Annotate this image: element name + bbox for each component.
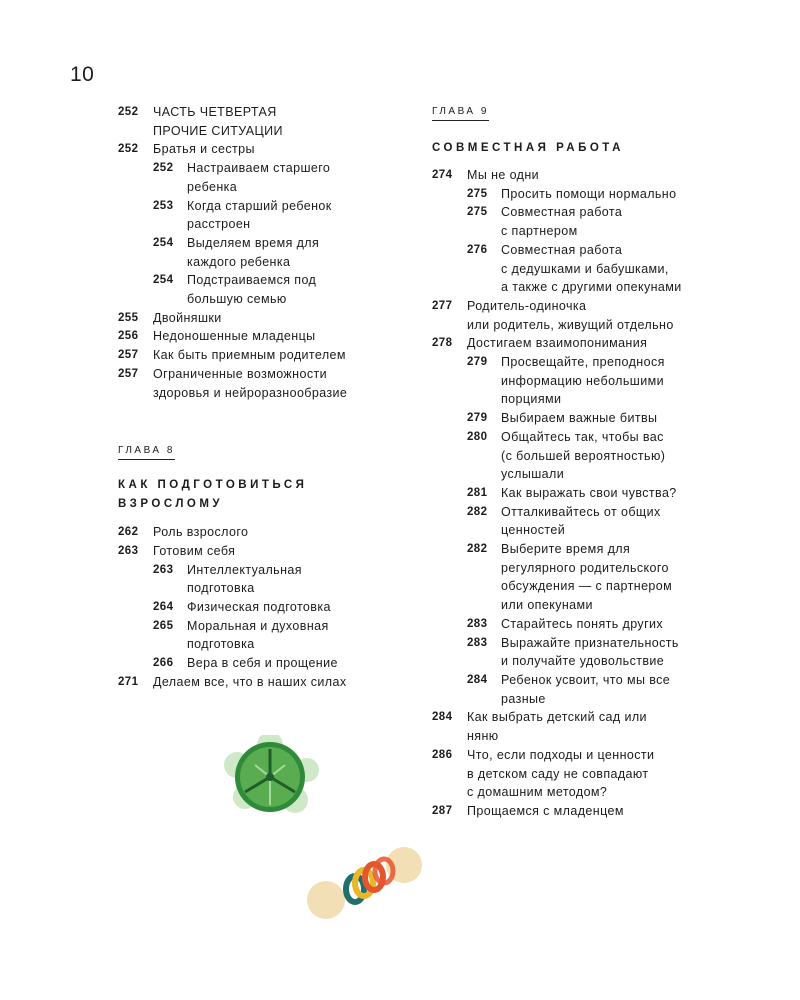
page-ref: 271 [118,675,139,688]
toc-entry [432,802,732,821]
toc-entry [118,542,408,561]
entry-title-line: расстроен [187,217,251,232]
chapter-8-label: ГЛАВА 8 [118,445,175,460]
toc-entry [118,365,408,402]
entry-title-line: Отталкивайтесь от общих [501,504,661,519]
entry-title-line: Старайтесь понять других [501,616,664,631]
page-ref: 252 [118,143,139,156]
page-ref: 278 [432,337,453,350]
entry-title-line: Просвещайте, преподнося [501,355,665,370]
entry-title-line: подготовка [187,581,255,596]
toc-entry [118,327,408,346]
part-entry-list [118,103,408,140]
page-ref: 275 [467,187,488,200]
page-ref: 284 [432,711,453,724]
entry-title-line: Выражайте признательность [501,635,679,650]
toc-entry [432,297,732,334]
entry-title-line: Совместная работа [501,205,623,220]
entry-title-line: Выбираем важные битвы [501,411,658,426]
entry-title-line: няню [467,729,499,744]
page-ref: 287 [432,804,453,817]
entry-title-line: с партнером [501,224,578,239]
entry-title-line: здоровья и нейроразнообразие [153,385,348,400]
toc-entry [432,166,732,185]
page-ref: 282 [467,543,488,556]
toc-entry [432,409,732,428]
page-ref: 254 [153,236,174,249]
entry-title-line: в детском саду не совпадают [467,766,649,781]
entry-title-line: Совместная работа [501,242,623,257]
entry-title-line: Достигаем взаимопонимания [467,336,648,351]
page-ref: 263 [118,544,139,557]
entry-title-line: большую семью [187,292,287,307]
entry-title-line: регулярного родительского [501,560,669,575]
entry-title-line: Ребенок усвоит, что мы все [501,672,671,687]
entry-title-line: разные [501,691,546,706]
entry-title-line: Моральная и духовная [187,618,329,633]
toc-entry [118,140,408,159]
entry-title-line: или родитель, живущий отдельно [467,317,674,332]
entry-title-line: Просить помощи нормально [501,186,677,201]
entry-title-line: Как выражать свои чувства? [501,485,677,500]
toc-entry [432,484,732,503]
entry-title-line: услышали [501,467,565,482]
toc-entry [432,671,732,708]
page-ref: 265 [153,619,174,632]
entry-title-line: Интеллектуальная [187,562,302,577]
leaf-illustration [215,735,325,820]
entry-title-line: Выделяем время для [187,235,320,250]
page-ref: 266 [153,657,174,670]
page-ref: 284 [467,673,488,686]
toc-right-column [432,103,732,821]
page-ref: 279 [467,412,488,425]
page-ref: 283 [467,617,488,630]
page-ref: 282 [467,505,488,518]
entry-title-line: а также с другими опекунами [501,280,682,295]
entry-title-line: Выберите время для [501,542,631,557]
entry-title-line: Подстраиваемся под [187,273,317,288]
entry-title-line: ПРОЧИЕ СИТУАЦИИ [153,123,283,138]
chapter-8-title [118,476,408,514]
toc-entry-list [118,140,408,402]
toc-entry [118,561,408,598]
entry-title-line: Когда старший ребенок [187,198,332,213]
entry-title-line: Роль взрослого [153,525,249,540]
entry-title-line: информацию небольшими [501,373,664,388]
entry-title-line: Готовим себя [153,543,236,558]
page-ref: 257 [118,367,139,380]
page-ref: 283 [467,636,488,649]
page-ref: 275 [467,206,488,219]
toc-entry [118,346,408,365]
page-ref: 286 [432,748,453,761]
toc-entry [118,654,408,673]
entry-title-line: обсуждения — с партнером [501,579,673,594]
page-ref: 253 [153,199,174,212]
entry-title-line: Физическая подготовка [187,600,331,615]
toc-entry [432,708,732,745]
toc-entry [432,185,732,204]
entry-title-line: с дедушками и бабушками, [501,261,669,276]
entry-title-line: Двойняшки [153,310,222,325]
page-ref: 257 [118,349,139,362]
chapter-title-line: КАК ПОДГОТОВИТЬСЯ [118,479,308,492]
entry-title-line: подготовка [187,637,255,652]
toc-left-column [118,103,408,692]
page-ref: 264 [153,601,174,614]
entry-title-line: или опекунами [501,598,593,613]
toc-entry [432,503,732,540]
entry-title-line: Вера в себя и прощение [187,656,338,671]
toc-entry [432,634,732,671]
toc-entry [118,598,408,617]
entry-title-line: ценностей [501,523,566,538]
entry-title-line: Делаем все, что в наших силах [153,674,347,689]
toc-entry [432,540,732,615]
entry-title-line: Братья и сестры [153,142,255,157]
toc-entry [118,271,408,308]
page-ref: 276 [467,243,488,256]
page-ref: 252 [153,162,174,175]
chapter-9-title [432,139,732,158]
toc-entry [118,523,408,542]
page-ref: 281 [467,486,488,499]
entry-title-line: ЧАСТЬ ЧЕТВЕРТАЯ [153,105,277,119]
chapter-title-line: СОВМЕСТНАЯ РАБОТА [432,142,624,154]
toc-entry [118,159,408,196]
entry-title-line: каждого ребенка [187,254,291,269]
entry-title-line: с домашним методом? [467,785,608,800]
toc-entry [118,234,408,271]
toc-entry [432,615,732,634]
toc-entry [118,673,408,692]
page-number: 10 [70,63,95,86]
entry-title-line: порциями [501,392,562,407]
toc-entry [118,309,408,328]
toc-entry-list [432,166,732,821]
chapter-title-line: ВЗРОСЛОМУ [118,498,224,511]
entry-title-line: Настраиваем старшего [187,161,331,176]
entry-title-line: ребенка [187,179,238,194]
page-ref: 254 [153,274,174,287]
entry-title-line: Недоношенные младенцы [153,329,316,344]
entry-title-line: (с большей вероятностью) [501,448,666,463]
entry-title-line: Родитель-одиночка [467,298,587,313]
page-ref: 279 [467,356,488,369]
entry-title-line: Общайтесь так, чтобы вас [501,429,664,444]
toc-entry [432,746,732,802]
entry-title-line: и получайте удовольствие [501,654,665,669]
entry-title-line: Что, если подходы и ценности [467,747,655,762]
toc-entry-list [118,523,408,691]
entry-title-line: Мы не одни [467,168,540,182]
toc-entry [432,241,732,297]
entry-title-line: Ограниченные возможности [153,366,327,381]
toc-entry [118,617,408,654]
page-ref: 263 [153,563,174,576]
page-ref: 274 [432,169,453,181]
rings-illustration [300,845,430,920]
toc-entry [432,428,732,484]
toc-entry [118,197,408,234]
page-ref: 280 [467,430,488,443]
page-ref: 252 [118,106,139,118]
toc-entry [432,353,732,409]
entry-title-line: Как быть приемным родителем [153,348,346,363]
toc-entry [118,103,408,140]
toc-entry [432,203,732,240]
page-ref: 277 [432,299,453,312]
chapter-9-label: ГЛАВА 9 [432,106,489,121]
entry-title-line: Как выбрать детский сад или [467,710,647,725]
entry-title-line: Прощаемся с младенцем [467,803,624,818]
page-ref: 255 [118,311,139,324]
toc-entry [432,334,732,353]
page-ref: 262 [118,526,139,539]
page-ref: 256 [118,330,139,343]
